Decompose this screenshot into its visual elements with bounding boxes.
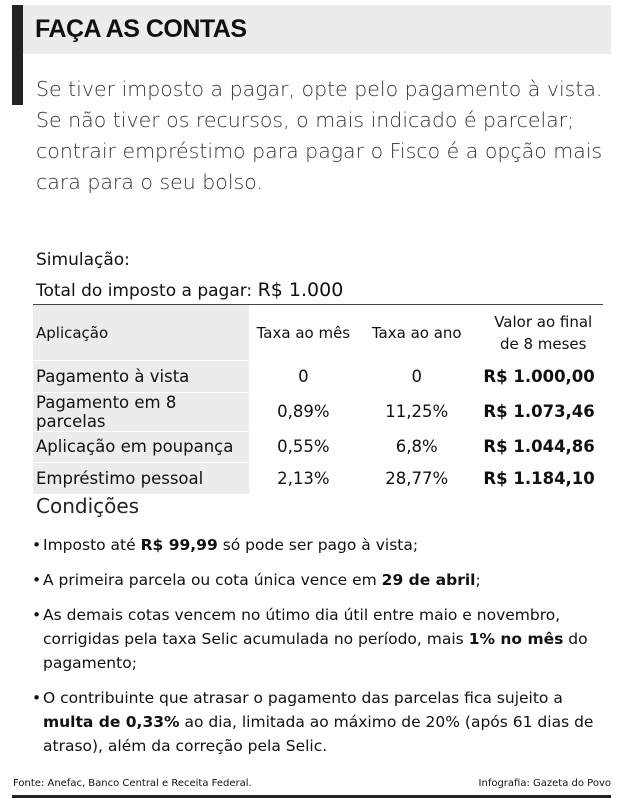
header-final-value-line2: de 8 meses: [499, 334, 587, 353]
header-final-value-line1: Valor ao final: [494, 312, 593, 331]
condition-highlight: multa de 0,33%: [43, 713, 180, 731]
cell-annual-rate: 11,25%: [358, 392, 475, 431]
cell-monthly-rate: 0: [249, 361, 358, 393]
condition-text: As demais cotas vencem no útimo dia útil entre maio e novembro, corrigidas pela taxa Selic acumulada no período, mais: [43, 606, 561, 648]
intro-text: Se tiver imposto a pagar, opte pelo pagamento à vista. Se não tiver os recursos, o mais indicado é parcelar; contrair empréstimo para pagar o Fisco é a opção mais cara para o seu bolso.: [36, 77, 603, 194]
cell-application: Aplicação em poupança: [33, 431, 249, 463]
list-item: [32, 686, 607, 758]
conditions-title: Condições: [36, 494, 140, 518]
bullet-icon: •: [32, 689, 42, 707]
condition-text: só pode ser pago à vista;: [217, 536, 419, 554]
header-monthly-rate: Taxa ao mês: [249, 305, 358, 361]
page-title: FAÇA AS CONTAS: [35, 15, 247, 43]
condition-highlight: 29 de abril: [381, 571, 476, 589]
cell-application: Empréstimo pessoal: [33, 463, 249, 494]
cell-monthly-rate: 2,13%: [249, 463, 358, 494]
condition-text: ;: [475, 571, 481, 589]
accent-bar: [12, 5, 23, 105]
cell-application: Pagamento à vista: [33, 361, 249, 393]
condition-text: A primeira parcela ou cota única vence em: [43, 571, 382, 589]
list-item: [32, 603, 607, 675]
bullet-icon: •: [32, 571, 42, 589]
table-row: [33, 463, 603, 494]
header-annual-rate: Taxa ao ano: [358, 305, 475, 361]
table-row: [33, 361, 603, 393]
cell-annual-rate: 28,77%: [358, 463, 475, 494]
condition-highlight: 1% no mês: [468, 630, 564, 648]
conditions-list: [32, 533, 607, 769]
total-tax-value: R$ 1.000: [257, 279, 344, 301]
condition-text: O contribuinte que atrasar o pagamento das parcelas fica sujeito a: [43, 689, 563, 707]
condition-highlight: R$ 99,99: [140, 536, 218, 554]
total-tax-label: [36, 279, 343, 301]
condition-text: do pagamento;: [43, 630, 588, 672]
footer-rule: [12, 795, 611, 798]
condition-text: ao dia, limitada ao máximo de 20% (após 61 dias de atraso), além da correção pela Selic.: [43, 713, 594, 755]
cell-monthly-rate: 0,89%: [249, 392, 358, 431]
cell-application: Pagamento em 8 parcelas: [33, 392, 249, 431]
header-final-value: [475, 305, 603, 361]
header-band: [23, 5, 611, 54]
list-item: [32, 533, 607, 557]
cell-final-value: R$ 1.000,00: [475, 361, 603, 393]
cell-annual-rate: 0: [358, 361, 475, 393]
table-header-row: [33, 305, 603, 361]
cell-monthly-rate: 0,55%: [249, 431, 358, 463]
condition-text: Imposto até: [43, 536, 141, 554]
cell-annual-rate: 6,8%: [358, 431, 475, 463]
table-row: [33, 431, 603, 463]
total-tax-prefix: Total do imposto a pagar:: [36, 281, 258, 301]
simulation-label: Simulação:: [36, 250, 130, 270]
credit-note: Infografia: Gazeta do Povo: [478, 778, 611, 789]
bullet-icon: •: [32, 536, 42, 554]
cell-final-value: R$ 1.184,10: [475, 463, 603, 494]
list-item: [32, 568, 607, 592]
bullet-icon: •: [32, 606, 42, 624]
header-application: Aplicação: [33, 305, 249, 361]
cell-final-value: R$ 1.044,86: [475, 431, 603, 463]
cell-final-value: R$ 1.073,46: [475, 392, 603, 431]
table-row: [33, 392, 603, 431]
source-note: Fonte: Anefac, Banco Central e Receita Federal.: [13, 778, 252, 789]
simulation-table: [33, 304, 603, 494]
